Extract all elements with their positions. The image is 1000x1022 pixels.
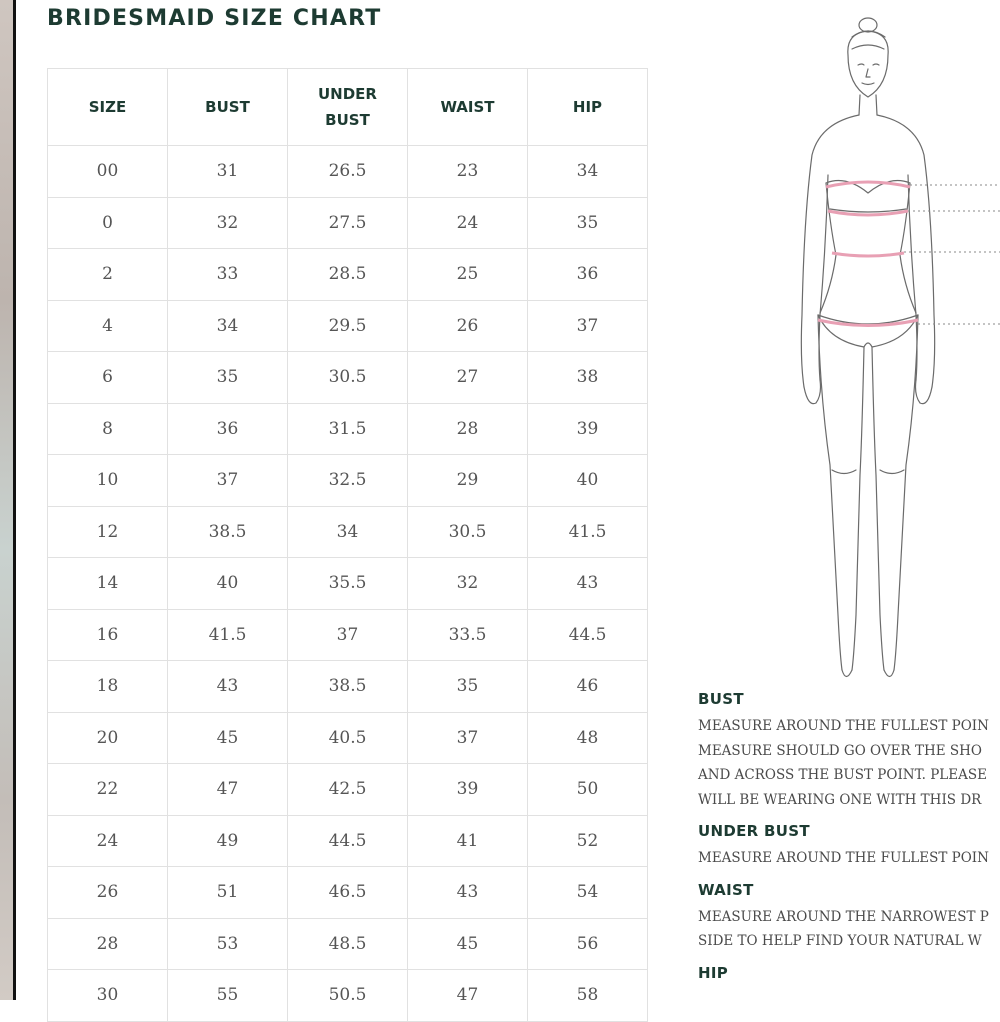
column-header-label: UNDER BUST bbox=[318, 85, 377, 129]
table-row bbox=[48, 867, 648, 919]
table-cell: 35 bbox=[168, 352, 288, 404]
table-row bbox=[48, 249, 648, 301]
table-cell: 32 bbox=[408, 558, 528, 610]
table-cell: 40 bbox=[528, 455, 648, 507]
description-line: MEASURE AROUND THE FULLEST POIN bbox=[698, 718, 989, 734]
table-cell: 33.5 bbox=[408, 609, 528, 661]
table-cell: 46.5 bbox=[288, 867, 408, 919]
table-cell: 24 bbox=[48, 815, 168, 867]
table-cell: 12 bbox=[48, 506, 168, 558]
description-line: AND ACROSS THE BUST POINT. PLEASE bbox=[698, 767, 987, 783]
table-cell: 30.5 bbox=[288, 352, 408, 404]
table-cell: 34 bbox=[288, 506, 408, 558]
table-cell: 37 bbox=[288, 609, 408, 661]
table-row bbox=[48, 455, 648, 507]
table-row bbox=[48, 661, 648, 713]
table-cell: 00 bbox=[48, 146, 168, 198]
table-cell: 58 bbox=[528, 970, 648, 1022]
table-cell: 41.5 bbox=[528, 506, 648, 558]
table-cell: 38.5 bbox=[168, 506, 288, 558]
table-cell: 22 bbox=[48, 764, 168, 816]
table-cell: 35.5 bbox=[288, 558, 408, 610]
measurement-heading-bust: BUST bbox=[698, 690, 744, 708]
table-cell: 45 bbox=[168, 712, 288, 764]
table-row bbox=[48, 352, 648, 404]
table-row bbox=[48, 403, 648, 455]
table-cell: 48 bbox=[528, 712, 648, 764]
measurement-description bbox=[698, 905, 1000, 954]
table-cell: 47 bbox=[168, 764, 288, 816]
size-chart-table bbox=[47, 68, 648, 1022]
table-cell: 31.5 bbox=[288, 403, 408, 455]
table-row bbox=[48, 918, 648, 970]
measurement-description bbox=[698, 714, 1000, 812]
table-cell: 45 bbox=[408, 918, 528, 970]
table-cell: 18 bbox=[48, 661, 168, 713]
table-cell: 44.5 bbox=[288, 815, 408, 867]
description-line: SIDE TO HELP FIND YOUR NATURAL W bbox=[698, 933, 982, 949]
table-cell: 28.5 bbox=[288, 249, 408, 301]
table-row bbox=[48, 558, 648, 610]
column-header-size bbox=[48, 69, 168, 146]
table-cell: 2 bbox=[48, 249, 168, 301]
column-header-bust bbox=[168, 69, 288, 146]
table-cell: 32 bbox=[168, 197, 288, 249]
measurement-description bbox=[698, 846, 1000, 871]
page-border bbox=[13, 0, 16, 1000]
measurement-heading-hip: HIP bbox=[698, 963, 729, 982]
table-cell: 30 bbox=[48, 970, 168, 1022]
body-measurement-figure-icon bbox=[790, 15, 1000, 685]
table-cell: 40.5 bbox=[288, 712, 408, 764]
column-header-waist bbox=[408, 69, 528, 146]
column-header-label: BUST bbox=[205, 98, 250, 116]
table-cell: 0 bbox=[48, 197, 168, 249]
table-cell: 26 bbox=[408, 300, 528, 352]
table-cell: 40 bbox=[168, 558, 288, 610]
table-cell: 38 bbox=[528, 352, 648, 404]
description-line: WILL BE WEARING ONE WITH THIS DR bbox=[698, 791, 982, 808]
table-cell: 49 bbox=[168, 815, 288, 867]
table-cell: 26 bbox=[48, 867, 168, 919]
description-line: MEASURE SHOULD GO OVER THE SHO bbox=[698, 742, 982, 759]
table-row bbox=[48, 506, 648, 558]
table-cell: 42.5 bbox=[288, 764, 408, 816]
table-cell: 34 bbox=[168, 300, 288, 352]
table-cell: 14 bbox=[48, 558, 168, 610]
table-cell: 31 bbox=[168, 146, 288, 198]
table-row bbox=[48, 146, 648, 198]
table-cell: 30.5 bbox=[408, 506, 528, 558]
table-cell: 4 bbox=[48, 300, 168, 352]
table-cell: 41.5 bbox=[168, 609, 288, 661]
table-cell: 37 bbox=[408, 712, 528, 764]
table-cell: 35 bbox=[408, 661, 528, 713]
measurement-heading-waist: WAIST bbox=[698, 880, 754, 899]
table-cell: 48.5 bbox=[288, 918, 408, 970]
column-header-label: HIP bbox=[572, 98, 603, 116]
description-line: MEASURE AROUND THE FULLEST POIN bbox=[698, 850, 989, 866]
table-cell: 27.5 bbox=[288, 197, 408, 249]
table-cell: 28 bbox=[408, 403, 528, 455]
page-title: BRIDESMAID SIZE CHART bbox=[47, 6, 382, 31]
table-cell: 54 bbox=[528, 867, 648, 919]
table-cell: 26.5 bbox=[288, 146, 408, 198]
table-cell: 23 bbox=[408, 146, 528, 198]
column-header-hip bbox=[528, 69, 648, 146]
table-row bbox=[48, 197, 648, 249]
table-row bbox=[48, 712, 648, 764]
column-header-label: WAIST bbox=[440, 98, 495, 116]
table-cell: 47 bbox=[408, 970, 528, 1022]
table-header-row bbox=[48, 69, 648, 146]
column-header-label: SIZE bbox=[88, 98, 127, 116]
table-cell: 29.5 bbox=[288, 300, 408, 352]
table-cell: 36 bbox=[168, 403, 288, 455]
table-cell: 24 bbox=[408, 197, 528, 249]
table-cell: 43 bbox=[408, 867, 528, 919]
column-header-under-bust bbox=[288, 69, 408, 146]
description-line: MEASURE AROUND THE NARROWEST P bbox=[698, 908, 989, 925]
table-cell: 46 bbox=[528, 661, 648, 713]
table-cell: 34 bbox=[528, 146, 648, 198]
table-cell: 56 bbox=[528, 918, 648, 970]
table-cell: 44.5 bbox=[528, 609, 648, 661]
table-row bbox=[48, 970, 648, 1022]
table-cell: 43 bbox=[168, 661, 288, 713]
table-cell: 32.5 bbox=[288, 455, 408, 507]
table-cell: 43 bbox=[528, 558, 648, 610]
table-cell: 39 bbox=[528, 403, 648, 455]
table-cell: 37 bbox=[528, 300, 648, 352]
table-cell: 28 bbox=[48, 918, 168, 970]
table-cell: 50.5 bbox=[288, 970, 408, 1022]
table-cell: 8 bbox=[48, 403, 168, 455]
table-body bbox=[48, 146, 648, 1022]
table-row bbox=[48, 815, 648, 867]
table-cell: 36 bbox=[528, 249, 648, 301]
table-cell: 50 bbox=[528, 764, 648, 816]
table-cell: 29 bbox=[408, 455, 528, 507]
measurement-guide bbox=[698, 690, 1000, 988]
table-row bbox=[48, 764, 648, 816]
table-cell: 38.5 bbox=[288, 661, 408, 713]
table-cell: 6 bbox=[48, 352, 168, 404]
table-row bbox=[48, 300, 648, 352]
table-row bbox=[48, 609, 648, 661]
table-cell: 16 bbox=[48, 609, 168, 661]
table-cell: 25 bbox=[408, 249, 528, 301]
measurement-heading-under-bust: UNDER BUST bbox=[698, 822, 810, 840]
table-cell: 51 bbox=[168, 867, 288, 919]
table-cell: 33 bbox=[168, 249, 288, 301]
table-cell: 53 bbox=[168, 918, 288, 970]
table-cell: 37 bbox=[168, 455, 288, 507]
table-cell: 35 bbox=[528, 197, 648, 249]
table-cell: 52 bbox=[528, 815, 648, 867]
table-cell: 39 bbox=[408, 764, 528, 816]
table-cell: 41 bbox=[408, 815, 528, 867]
table-cell: 10 bbox=[48, 455, 168, 507]
table-cell: 20 bbox=[48, 712, 168, 764]
table-cell: 55 bbox=[168, 970, 288, 1022]
table-cell: 27 bbox=[408, 352, 528, 404]
